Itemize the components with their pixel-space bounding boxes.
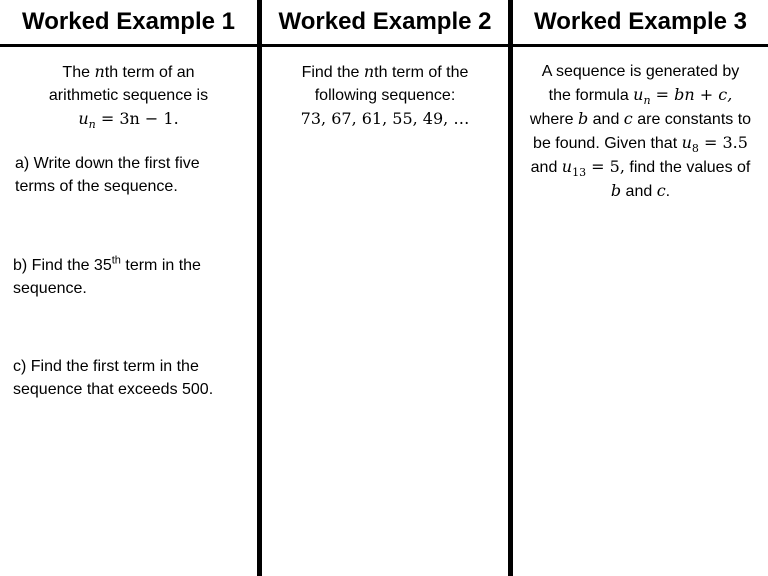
example3-question: A sequence is generated by the formula $u_n$ = bn + c, where b and c are constants to be found. Given that $u_8 = 3.5$ and $u_{13} = 5$, find the values of b and c. [529, 63, 752, 200]
header-worked-example-3: Worked Example 3 [534, 8, 747, 35]
example1-formula: $u_n = 3n - 1$. [78, 109, 179, 132]
example1-intro-line2: arithmetic sequence is [48, 87, 209, 104]
example1-part-a: a) Write down the first five terms of the sequence. [15, 155, 200, 195]
header-worked-example-1: Worked Example 1 [22, 8, 235, 35]
header-divider [0, 44, 768, 47]
example1-intro [0, 60, 257, 131]
example2-question: Find the nth term of the following sequence: 73, 67, 61, 55, 49, … [262, 60, 508, 130]
example2-sequence: 73, 67, 61, 55, 49, … [300, 109, 470, 128]
example1-part-b: b) Find the 35th term in the sequence. [13, 254, 201, 297]
example1-intro-line1: The nth term of an [62, 62, 195, 81]
example1-part-c: c) Find the first term in the sequence that exceeds 500. [13, 358, 214, 398]
header-worked-example-2: Worked Example 2 [278, 8, 492, 35]
